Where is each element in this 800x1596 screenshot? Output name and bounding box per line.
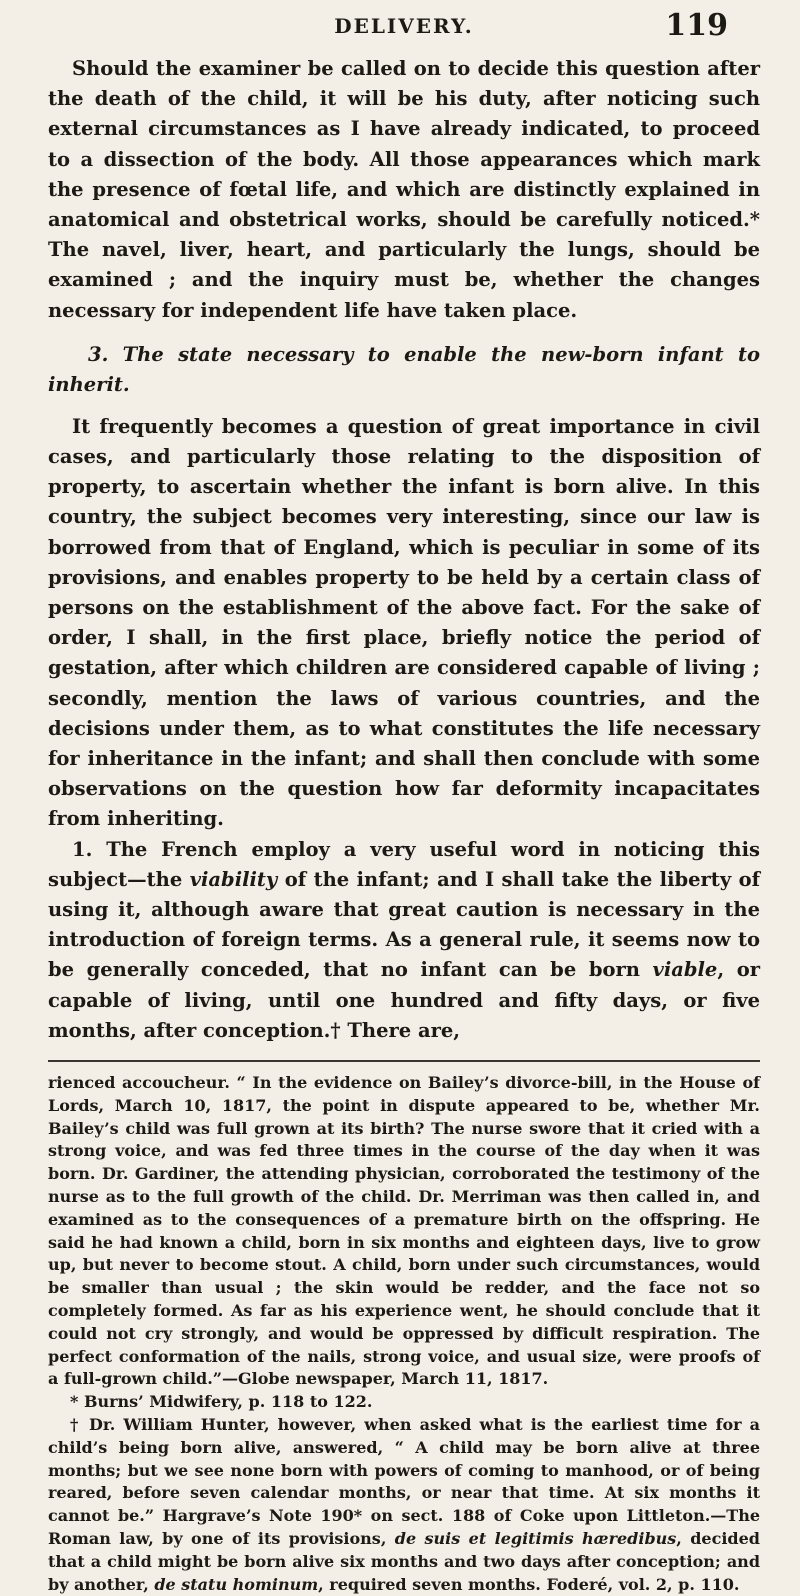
viability-text-a: 1. The French employ a very useful word in noticing this subject—the [48, 837, 760, 891]
footnote-continued: rienced accoucheur. “ In the evidence on Bailey’s divorce-bill, in the House of Lords, March 10, 1817, the point in dispute appeared to be, whether Mr. Bailey’s child was full grown at its birth? The nurse swore that it cried with a strong voice, and was fed three times in the course of the day when it was born. Dr. Gardiner, the attending physician, corroborated the testimony of the nurse as to the full growth of the child. Dr. Merriman was then called in, and examined as to the consequences of a premature birth on the offspring. He said he had known a child, born in six months and eighteen days, live to grow up, but never to become stout. A child, born under such circumstances, would be smaller than usual ; the skin would be redder, and the face not so completely formed. As far as his experience went, he should conclude that it could not cry strongly, and would be oppressed by difficult respiration. The perfect conformation of the nails, strong voice, and usual size, were proofs of a full-grown child.”—Globe newspaper, March 11, 1817. [48, 1073, 760, 1389]
paragraph-civil-cases: It frequently becomes a question of great importance in civil cases, and particularly those relating to the disposition of property, to ascertain whether the infant is born alive. In this country, the subject becomes very interesting, since our law is borrowed from that of England, which is peculiar in some of its provisions, and enables property to be held by a certain class of persons on the establishment of the above fact. For the sake of order, I shall, in the first place, briefly notice the period of gestation, after which children are considered capable of living ; secondly, mention the laws of various countries, and the decisions under them, as to what constitutes the life necessary for inheritance in the infant; and shall then conclude with some observations on the question how far deformity incapacitates from inheriting. [48, 414, 760, 831]
paragraph-viability [48, 835, 760, 1046]
footnote-star: * Burns’ Midwifery, p. 118 to 122. [70, 1392, 373, 1412]
viability-term: viability [189, 867, 278, 891]
page-number: 119 [665, 8, 728, 43]
section-heading-inherit: 3. The state necessary to enable the new-born infant to inherit. [48, 342, 760, 396]
latin-term-heredibus: de suis et legitimis hæredibus [394, 1529, 677, 1549]
latin-term-hominum: de statu hominum [154, 1574, 319, 1594]
footnote-dagger-text-a: † Dr. William Hunter, however, when asked what is the earliest time for a child’s being born alive, answered, “ A child may be born alive at three months; but we see none born with powers of coming to manhood, or of being reared, before seven calendar months, or near that time. At six months it cannot be.” Hargrave’s Note 190* on sect. 188 of Coke upon Littleton.—The Roman law, by one of its provisions, [48, 1415, 760, 1549]
footnote-dagger-text-c: , required seven months. Foderé, vol. 2, p. 110. [318, 1574, 740, 1594]
viable-term: viable [652, 958, 718, 982]
viability-text-b: of the infant; and I shall take the liberty of using it, although aware that great caution is necessary in the introduction of foreign terms. As a general rule, it seems now to be generally conceded, that no infant can be born [48, 867, 760, 982]
running-title: DELIVERY. [334, 14, 474, 38]
paragraph-examiner-dissection: Should the examiner be called on to decide this question after the death of the child, it will be his duty, after noticing such external circumstances as I have already indicated, to proceed to a dissection of the body. All those appearances which mark the presence of fœtal life, and which are distinctly explained in anatomical and obstetrical works, should be carefully noticed.* The navel, liver, heart, and particularly the lungs, should be examined ; and the inquiry must be, whether the changes necessary for independent life have taken place. [48, 57, 760, 322]
page-header [48, 0, 760, 48]
viability-text-c: , or capable of living, until one hundred and fifty days, or five months, after conception.† There are, [48, 958, 761, 1042]
footnote-dagger [48, 1414, 760, 1596]
main-text [48, 54, 760, 1046]
footnote-divider [48, 1060, 760, 1062]
footnote-dagger-text-b: , decided that a child might be born alive six months and two days after conception; and by another, [48, 1529, 760, 1594]
footnotes [48, 1072, 760, 1596]
